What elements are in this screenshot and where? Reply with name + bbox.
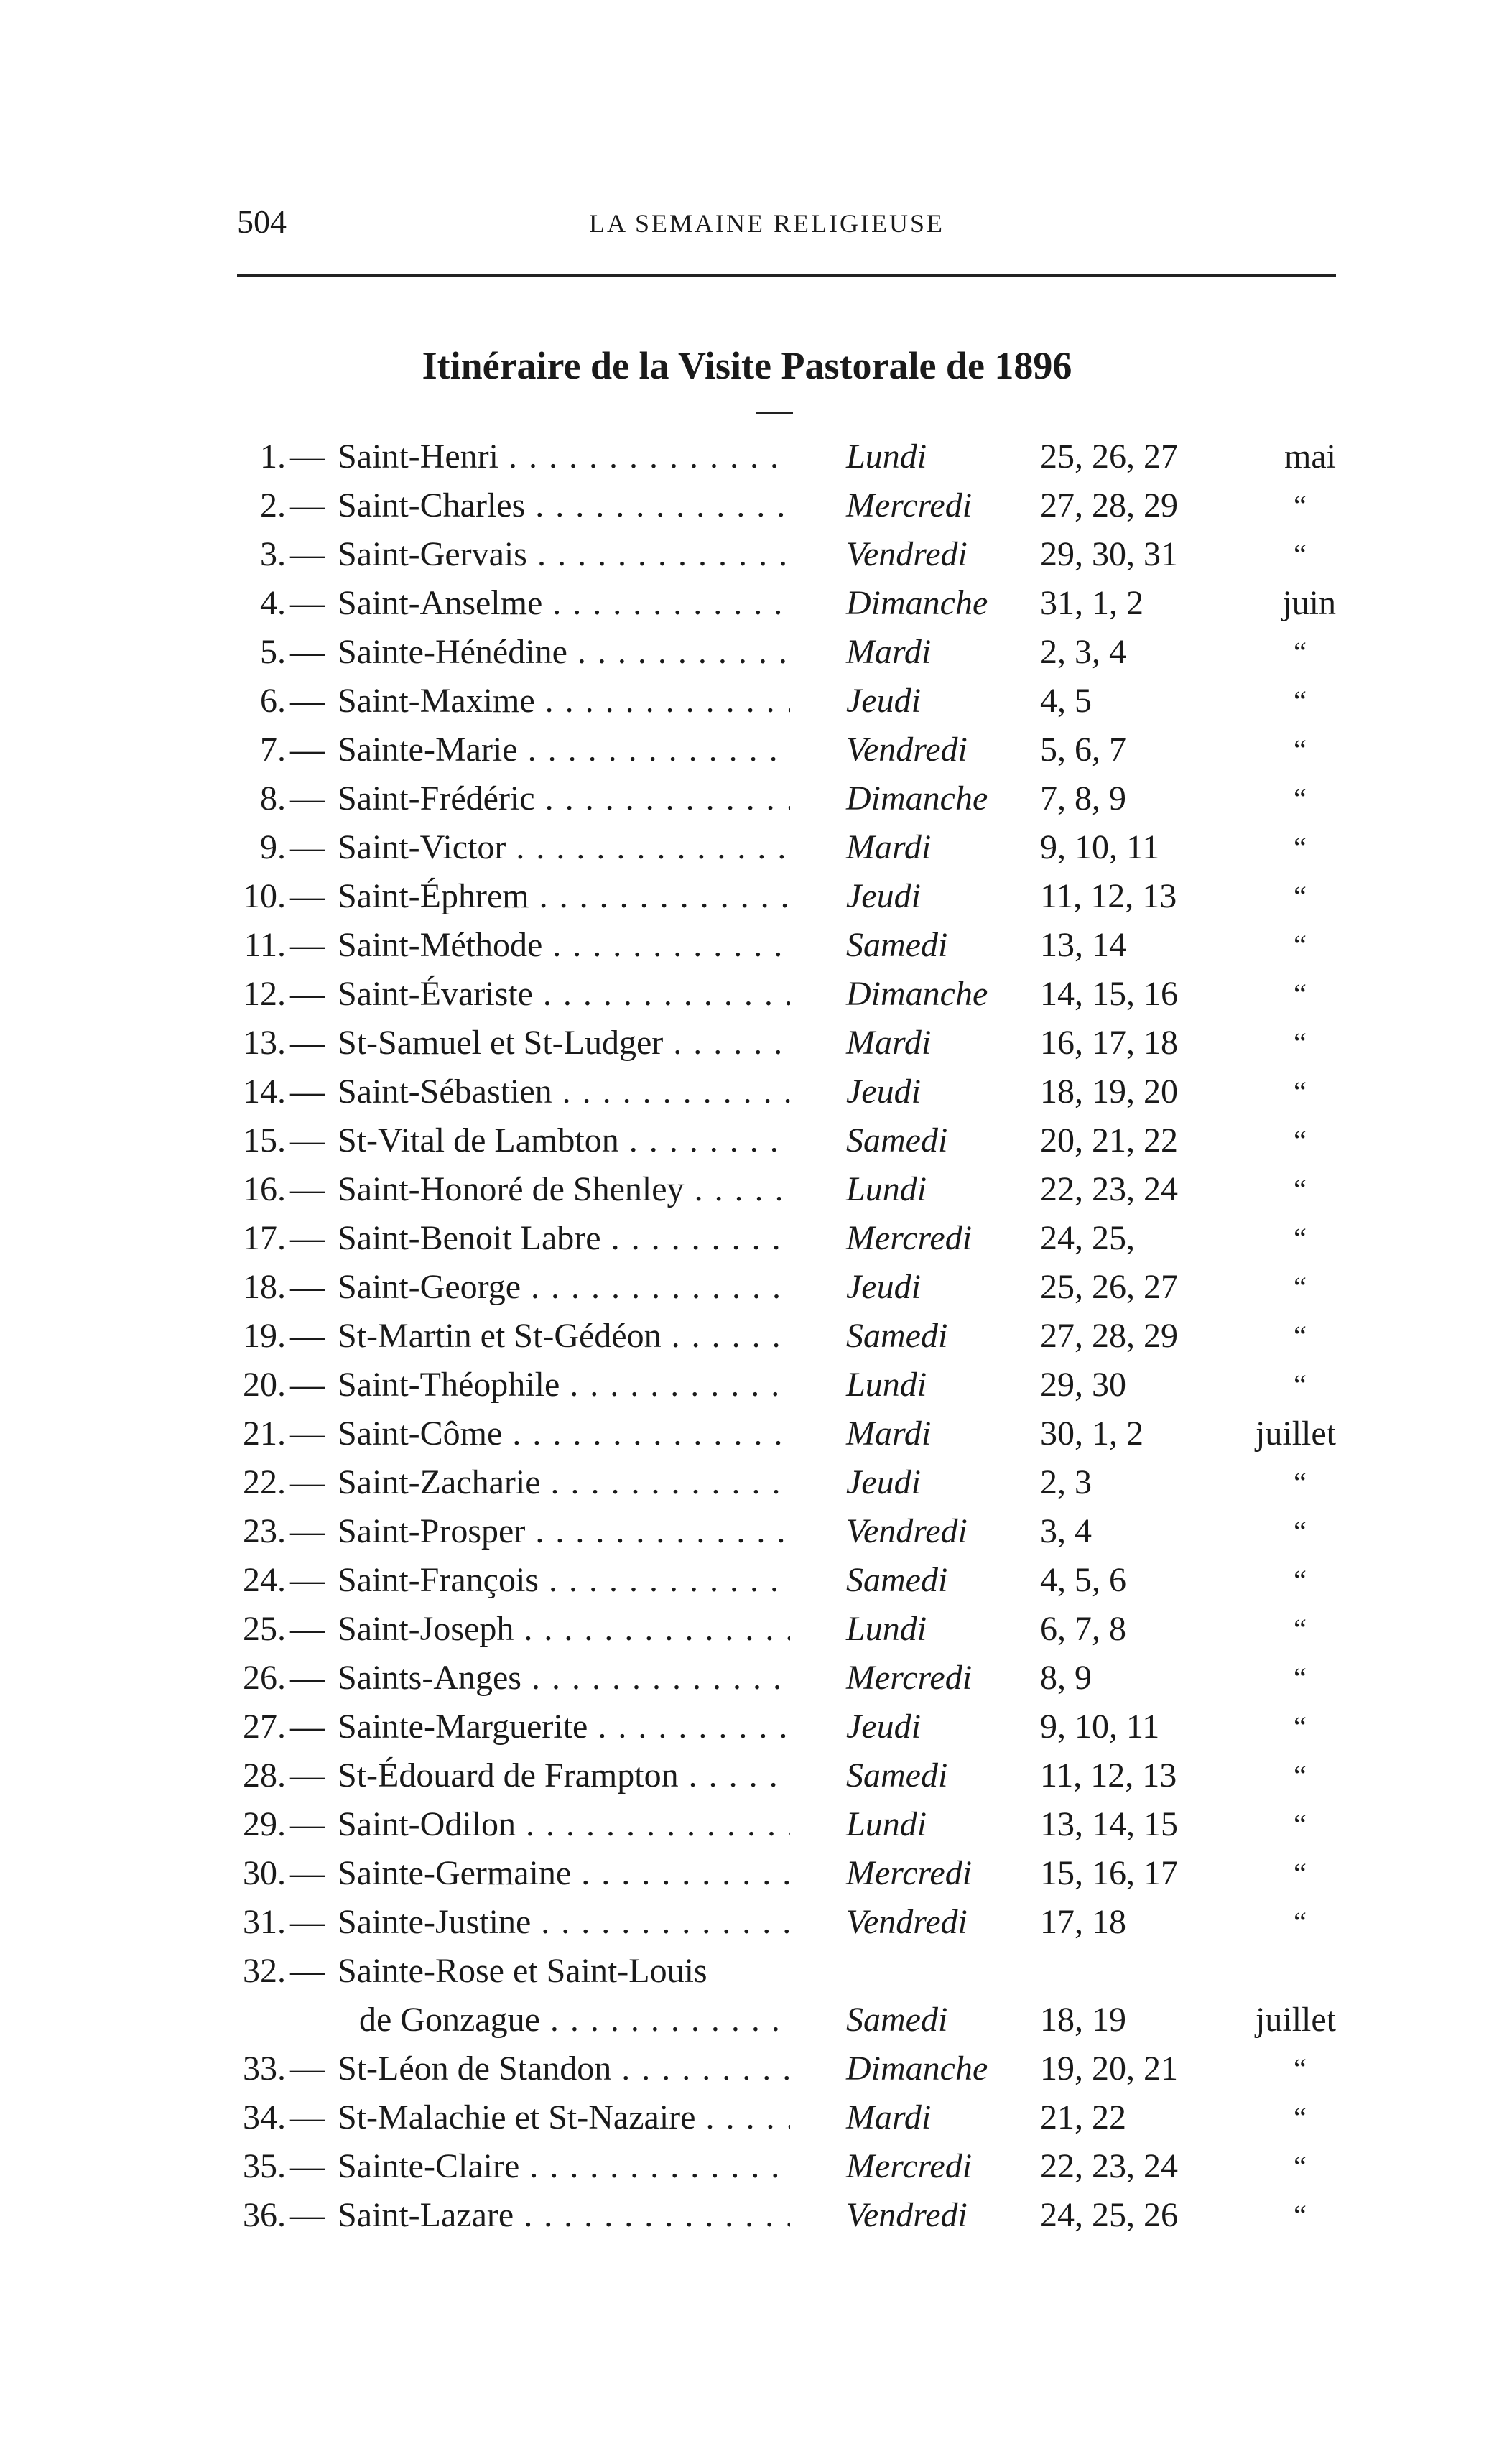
visit-month: “	[1294, 489, 1307, 522]
visit-month: “	[1294, 831, 1307, 863]
parish-name: Saint-Anselme . . .	[338, 579, 790, 628]
visit-month: “	[1294, 733, 1307, 766]
visit-number: 27.	[243, 1708, 286, 1746]
itinerary-row	[0, 2191, 1494, 2240]
parish-name: Saint-Sébastien . . .	[338, 1067, 790, 1116]
visit-month: “	[1294, 685, 1307, 717]
visit-month: “	[1294, 782, 1307, 815]
parish-name: Sainte-Justine . . .	[338, 1898, 790, 1947]
parish-name: Saint-Théophile . . .	[338, 1361, 790, 1409]
visit-dates: 20, 21, 22	[1040, 1121, 1178, 1159]
itinerary-row	[0, 2093, 1494, 2142]
visit-number: 22.	[243, 1463, 286, 1501]
visit-day: Vendredi	[846, 2196, 968, 2234]
itinerary-row	[0, 1898, 1494, 1947]
visit-month: “	[1294, 1075, 1307, 1108]
itinerary-row	[0, 1116, 1494, 1165]
parish-name-continued: de Gonzague . . .	[359, 1996, 790, 2044]
visit-month: “	[1294, 1515, 1307, 1547]
row-dash: —	[290, 1659, 325, 1697]
parish-name: Saint-Méthode . . .	[338, 921, 790, 970]
visit-month: “	[1294, 1271, 1307, 1303]
visit-day: Samedi	[846, 1756, 948, 1794]
visit-day: Mercredi	[846, 2147, 973, 2185]
visit-number: 30.	[243, 1854, 286, 1892]
visit-month: juin	[1282, 584, 1336, 622]
visit-day: Jeudi	[846, 682, 921, 720]
visit-month: “	[1294, 1027, 1307, 1059]
visit-dates: 4, 5	[1040, 682, 1092, 720]
parish-name: Saint-Évariste . . .	[338, 970, 790, 1019]
visit-number: 8.	[260, 779, 286, 818]
itinerary-row	[0, 432, 1494, 481]
parish-name: St-Martin et St-Gédéon . . .	[338, 1312, 790, 1361]
visit-dates: 18, 19	[1040, 2001, 1126, 2039]
itinerary-row	[0, 1947, 1494, 1996]
visit-dates: 13, 14	[1040, 926, 1126, 964]
visit-day: Dimanche	[846, 2050, 988, 2088]
visit-month: “	[1294, 2150, 1307, 2182]
parish-name: Sainte-Claire . . .	[338, 2142, 790, 2191]
row-dash: —	[290, 1805, 325, 1843]
visit-month: “	[1294, 1906, 1307, 1938]
visit-day: Lundi	[846, 1805, 927, 1843]
visit-number: 16.	[243, 1170, 286, 1208]
visit-number: 5.	[260, 633, 286, 671]
visit-dates: 3, 4	[1040, 1512, 1092, 1550]
visit-number: 20.	[243, 1366, 286, 1404]
row-dash: —	[290, 1268, 325, 1306]
row-dash: —	[290, 1024, 325, 1062]
row-dash: —	[290, 437, 325, 476]
visit-dates: 14, 15, 16	[1040, 975, 1178, 1013]
parish-name: Sainte-Rose et Saint-Louis	[338, 1952, 707, 1990]
visit-month: “	[1294, 1466, 1307, 1499]
visit-number: 34.	[243, 2098, 286, 2136]
visit-day: Dimanche	[846, 584, 988, 622]
visit-dates: 24, 25,	[1040, 1219, 1135, 1257]
visit-number: 36.	[243, 2196, 286, 2234]
visit-day: Jeudi	[846, 1463, 921, 1501]
visit-day: Mercredi	[846, 1659, 973, 1697]
visit-number: 31.	[243, 1903, 286, 1941]
visit-day: Jeudi	[846, 1708, 921, 1746]
row-dash: —	[290, 682, 325, 720]
visit-dates: 9, 10, 11	[1040, 1708, 1160, 1746]
visit-dates: 19, 20, 21	[1040, 2050, 1178, 2088]
parish-name: Saint-Henri . . .	[338, 432, 790, 481]
itinerary-row	[0, 2044, 1494, 2093]
itinerary-row	[0, 1556, 1494, 1605]
parish-name: Saint-Prosper . . .	[338, 1507, 790, 1556]
parish-name: Sainte-Marguerite . . .	[338, 1703, 790, 1751]
parish-name: Saint-Benoit Labre . . .	[338, 1214, 790, 1263]
itinerary-row	[0, 774, 1494, 823]
row-dash: —	[290, 1708, 325, 1746]
visit-dates: 24, 25, 26	[1040, 2196, 1178, 2234]
itinerary-row	[0, 823, 1494, 872]
visit-month: “	[1294, 2101, 1307, 2134]
visit-number: 32.	[243, 1952, 286, 1990]
visit-number: 26.	[243, 1659, 286, 1697]
row-dash: —	[290, 1952, 325, 1990]
itinerary-row	[0, 1703, 1494, 1751]
visit-month: “	[1294, 636, 1307, 668]
visit-month: “	[1294, 1662, 1307, 1694]
visit-day: Vendredi	[846, 535, 968, 573]
visit-dates: 15, 16, 17	[1040, 1854, 1178, 1892]
parish-name: Sainte-Germaine . . .	[338, 1849, 790, 1898]
row-dash: —	[290, 1170, 325, 1208]
parish-name: Saint-Côme . . .	[338, 1409, 790, 1458]
visit-month: “	[1294, 880, 1307, 912]
parish-name: Saints-Anges . . .	[338, 1654, 790, 1703]
visit-day: Dimanche	[846, 975, 988, 1013]
visit-dates: 7, 8, 9	[1040, 779, 1126, 818]
parish-name: Saint-Maxime . . .	[338, 677, 790, 726]
visit-dates: 30, 1, 2	[1040, 1414, 1143, 1453]
itinerary-row	[0, 1361, 1494, 1409]
visit-month: juillet	[1256, 2001, 1336, 2039]
itinerary-row	[0, 579, 1494, 628]
row-dash: —	[290, 1073, 325, 1111]
visit-day: Mardi	[846, 1024, 932, 1062]
row-dash: —	[290, 1366, 325, 1404]
row-dash: —	[290, 1854, 325, 1892]
visit-day: Dimanche	[846, 779, 988, 818]
itinerary-row	[0, 1605, 1494, 1654]
visit-dates: 25, 26, 27	[1040, 437, 1178, 476]
itinerary-row	[0, 628, 1494, 677]
itinerary-row	[0, 1067, 1494, 1116]
visit-number: 35.	[243, 2147, 286, 2185]
visit-day: Jeudi	[846, 1073, 921, 1111]
row-dash: —	[290, 2098, 325, 2136]
visit-month: juillet	[1256, 1414, 1336, 1453]
itinerary-row	[0, 1507, 1494, 1556]
visit-number: 2.	[260, 486, 286, 524]
row-dash: —	[290, 633, 325, 671]
visit-dates: 17, 18	[1040, 1903, 1126, 1941]
visit-day: Lundi	[846, 437, 927, 476]
visit-dates: 6, 7, 8	[1040, 1610, 1126, 1648]
row-dash: —	[290, 1414, 325, 1453]
parish-name: St-Samuel et St-Ludger . . .	[338, 1019, 790, 1067]
visit-month: “	[1294, 1613, 1307, 1645]
itinerary-row	[0, 1263, 1494, 1312]
visit-number: 10.	[243, 877, 286, 915]
visit-month: “	[1294, 978, 1307, 1010]
itinerary-row	[0, 921, 1494, 970]
visit-dates: 31, 1, 2	[1040, 584, 1143, 622]
page-title: Itinéraire de la Visite Pastorale de 1896	[422, 344, 1072, 387]
itinerary-row	[0, 1849, 1494, 1898]
parish-name: Saint-Lazare . . .	[338, 2191, 790, 2240]
visit-number: 3.	[260, 535, 286, 573]
parish-name: St-Léon de Standon . . .	[338, 2044, 790, 2093]
visit-dates: 16, 17, 18	[1040, 1024, 1178, 1062]
itinerary-row	[0, 1019, 1494, 1067]
row-dash: —	[290, 779, 325, 818]
row-dash: —	[290, 2196, 325, 2234]
visit-day: Jeudi	[846, 877, 921, 915]
row-dash: —	[290, 1317, 325, 1355]
visit-dates: 22, 23, 24	[1040, 1170, 1178, 1208]
title-dash	[756, 412, 793, 414]
itinerary-row	[0, 1800, 1494, 1849]
row-dash: —	[290, 535, 325, 573]
visit-month: “	[1294, 2052, 1307, 2085]
parish-name: Sainte-Hénédine . . .	[338, 628, 790, 677]
parish-name: Saint-Éphrem . . .	[338, 872, 790, 921]
parish-name: Saint-Honoré de Shenley . . .	[338, 1165, 790, 1214]
parish-name: Saint-Charles . . .	[338, 481, 790, 530]
row-dash: —	[290, 1463, 325, 1501]
visit-dates: 5, 6, 7	[1040, 731, 1126, 769]
header-rule	[237, 274, 1336, 277]
visit-number: 11.	[243, 926, 286, 964]
row-dash: —	[290, 1219, 325, 1257]
visit-month: “	[1294, 929, 1307, 961]
visit-dates: 2, 3, 4	[1040, 633, 1126, 671]
visit-month: “	[1294, 1564, 1307, 1596]
running-head: LA SEMAINE RELIGIEUSE	[589, 209, 945, 238]
visit-month: mai	[1284, 437, 1336, 476]
parish-name: Sainte-Marie . . .	[338, 726, 790, 774]
visit-day: Mardi	[846, 2098, 932, 2136]
visit-month: “	[1294, 538, 1307, 570]
row-dash: —	[290, 486, 325, 524]
visit-dates: 2, 3	[1040, 1463, 1092, 1501]
visit-dates: 9, 10, 11	[1040, 828, 1160, 866]
visit-number: 19.	[243, 1317, 286, 1355]
visit-month: “	[1294, 1222, 1307, 1254]
page-header	[237, 203, 1336, 246]
row-dash: —	[290, 584, 325, 622]
itinerary-row	[0, 530, 1494, 579]
itinerary-row	[0, 677, 1494, 726]
row-dash: —	[290, 1610, 325, 1648]
visit-number: 21.	[243, 1414, 286, 1453]
visit-month: “	[1294, 1759, 1307, 1792]
visit-number: 17.	[243, 1219, 286, 1257]
visit-day: Vendredi	[846, 1903, 968, 1941]
visit-dates: 13, 14, 15	[1040, 1805, 1178, 1843]
visit-day: Mardi	[846, 828, 932, 866]
row-dash: —	[290, 1903, 325, 1941]
row-dash: —	[290, 1512, 325, 1550]
visit-dates: 22, 23, 24	[1040, 2147, 1178, 2185]
itinerary-row	[0, 1654, 1494, 1703]
visit-number: 23.	[243, 1512, 286, 1550]
row-dash: —	[290, 2050, 325, 2088]
parish-name: St-Malachie et St-Nazaire . . .	[338, 2093, 790, 2142]
parish-name: Saint-Victor . . .	[338, 823, 790, 872]
parish-name: Saint-Odilon . . .	[338, 1800, 790, 1849]
visit-dates: 11, 12, 13	[1040, 877, 1177, 915]
visit-month: “	[1294, 1857, 1307, 1889]
itinerary-list	[0, 432, 1494, 2257]
visit-day: Lundi	[846, 1170, 927, 1208]
parish-name: Saint-Frédéric . . .	[338, 774, 790, 823]
visit-dates: 4, 5, 6	[1040, 1561, 1126, 1599]
visit-day: Samedi	[846, 2001, 948, 2039]
visit-number: 7.	[260, 731, 286, 769]
visit-dates: 29, 30	[1040, 1366, 1126, 1404]
visit-number: 28.	[243, 1756, 286, 1794]
row-dash: —	[290, 1121, 325, 1159]
visit-month: “	[1294, 1320, 1307, 1352]
visit-number: 25.	[243, 1610, 286, 1648]
parish-name: St-Édouard de Frampton . . .	[338, 1751, 790, 1800]
visit-number: 24.	[243, 1561, 286, 1599]
visit-day: Mercredi	[846, 1854, 973, 1892]
itinerary-row	[0, 1214, 1494, 1263]
visit-dates: 27, 28, 29	[1040, 486, 1178, 524]
visit-number: 18.	[243, 1268, 286, 1306]
row-dash: —	[290, 975, 325, 1013]
visit-month: “	[1294, 1710, 1307, 1743]
parish-name: St-Vital de Lambton . . .	[338, 1116, 790, 1165]
row-dash: —	[290, 926, 325, 964]
parish-name: Saint-Gervais . . .	[338, 530, 790, 579]
visit-day: Lundi	[846, 1366, 927, 1404]
itinerary-row	[0, 1458, 1494, 1507]
visit-day: Samedi	[846, 1561, 948, 1599]
itinerary-row	[0, 1409, 1494, 1458]
visit-day: Samedi	[846, 926, 948, 964]
itinerary-row	[0, 970, 1494, 1019]
row-dash: —	[290, 828, 325, 866]
row-dash: —	[290, 877, 325, 915]
visit-dates: 8, 9	[1040, 1659, 1092, 1697]
row-dash: —	[290, 1756, 325, 1794]
visit-month: “	[1294, 1124, 1307, 1157]
visit-number: 29.	[243, 1805, 286, 1843]
visit-month: “	[1294, 1808, 1307, 1840]
visit-dates: 27, 28, 29	[1040, 1317, 1178, 1355]
itinerary-row	[0, 2142, 1494, 2191]
parish-name: Saint-Zacharie . . .	[338, 1458, 790, 1507]
visit-dates: 11, 12, 13	[1040, 1756, 1177, 1794]
visit-month: “	[1294, 1368, 1307, 1401]
visit-dates: 25, 26, 27	[1040, 1268, 1178, 1306]
parish-name: Saint-François . . .	[338, 1556, 790, 1605]
itinerary-row	[0, 1312, 1494, 1361]
visit-month: “	[1294, 1173, 1307, 1205]
visit-number: 14.	[243, 1073, 286, 1111]
visit-number: 9.	[260, 828, 286, 866]
visit-day: Mardi	[846, 633, 932, 671]
visit-day: Samedi	[846, 1121, 948, 1159]
itinerary-row	[0, 872, 1494, 921]
itinerary-row	[0, 726, 1494, 774]
visit-number: 6.	[260, 682, 286, 720]
visit-number: 33.	[243, 2050, 286, 2088]
visit-day: Vendredi	[846, 731, 968, 769]
row-dash: —	[290, 2147, 325, 2185]
itinerary-row	[0, 481, 1494, 530]
visit-number: 12.	[243, 975, 286, 1013]
row-dash: —	[290, 1561, 325, 1599]
visit-number: 13.	[243, 1024, 286, 1062]
visit-number: 15.	[243, 1121, 286, 1159]
itinerary-row	[0, 1165, 1494, 1214]
visit-number: 4.	[260, 584, 286, 622]
visit-day: Mercredi	[846, 486, 973, 524]
visit-day: Jeudi	[846, 1268, 921, 1306]
itinerary-row	[0, 1751, 1494, 1800]
visit-day: Mardi	[846, 1414, 932, 1453]
visit-month: “	[1294, 2199, 1307, 2231]
page-number: 504	[237, 203, 287, 240]
visit-dates: 21, 22	[1040, 2098, 1126, 2136]
visit-day: Lundi	[846, 1610, 927, 1648]
visit-day: Vendredi	[846, 1512, 968, 1550]
visit-number: 1.	[260, 437, 286, 476]
parish-name: Saint-Joseph . . .	[338, 1605, 790, 1654]
visit-day: Samedi	[846, 1317, 948, 1355]
row-dash: —	[290, 731, 325, 769]
visit-day: Mercredi	[846, 1219, 973, 1257]
itinerary-row-continued	[0, 1996, 1494, 2044]
visit-dates: 29, 30, 31	[1040, 535, 1178, 573]
parish-name: Saint-George . . .	[338, 1263, 790, 1312]
visit-dates: 18, 19, 20	[1040, 1073, 1178, 1111]
